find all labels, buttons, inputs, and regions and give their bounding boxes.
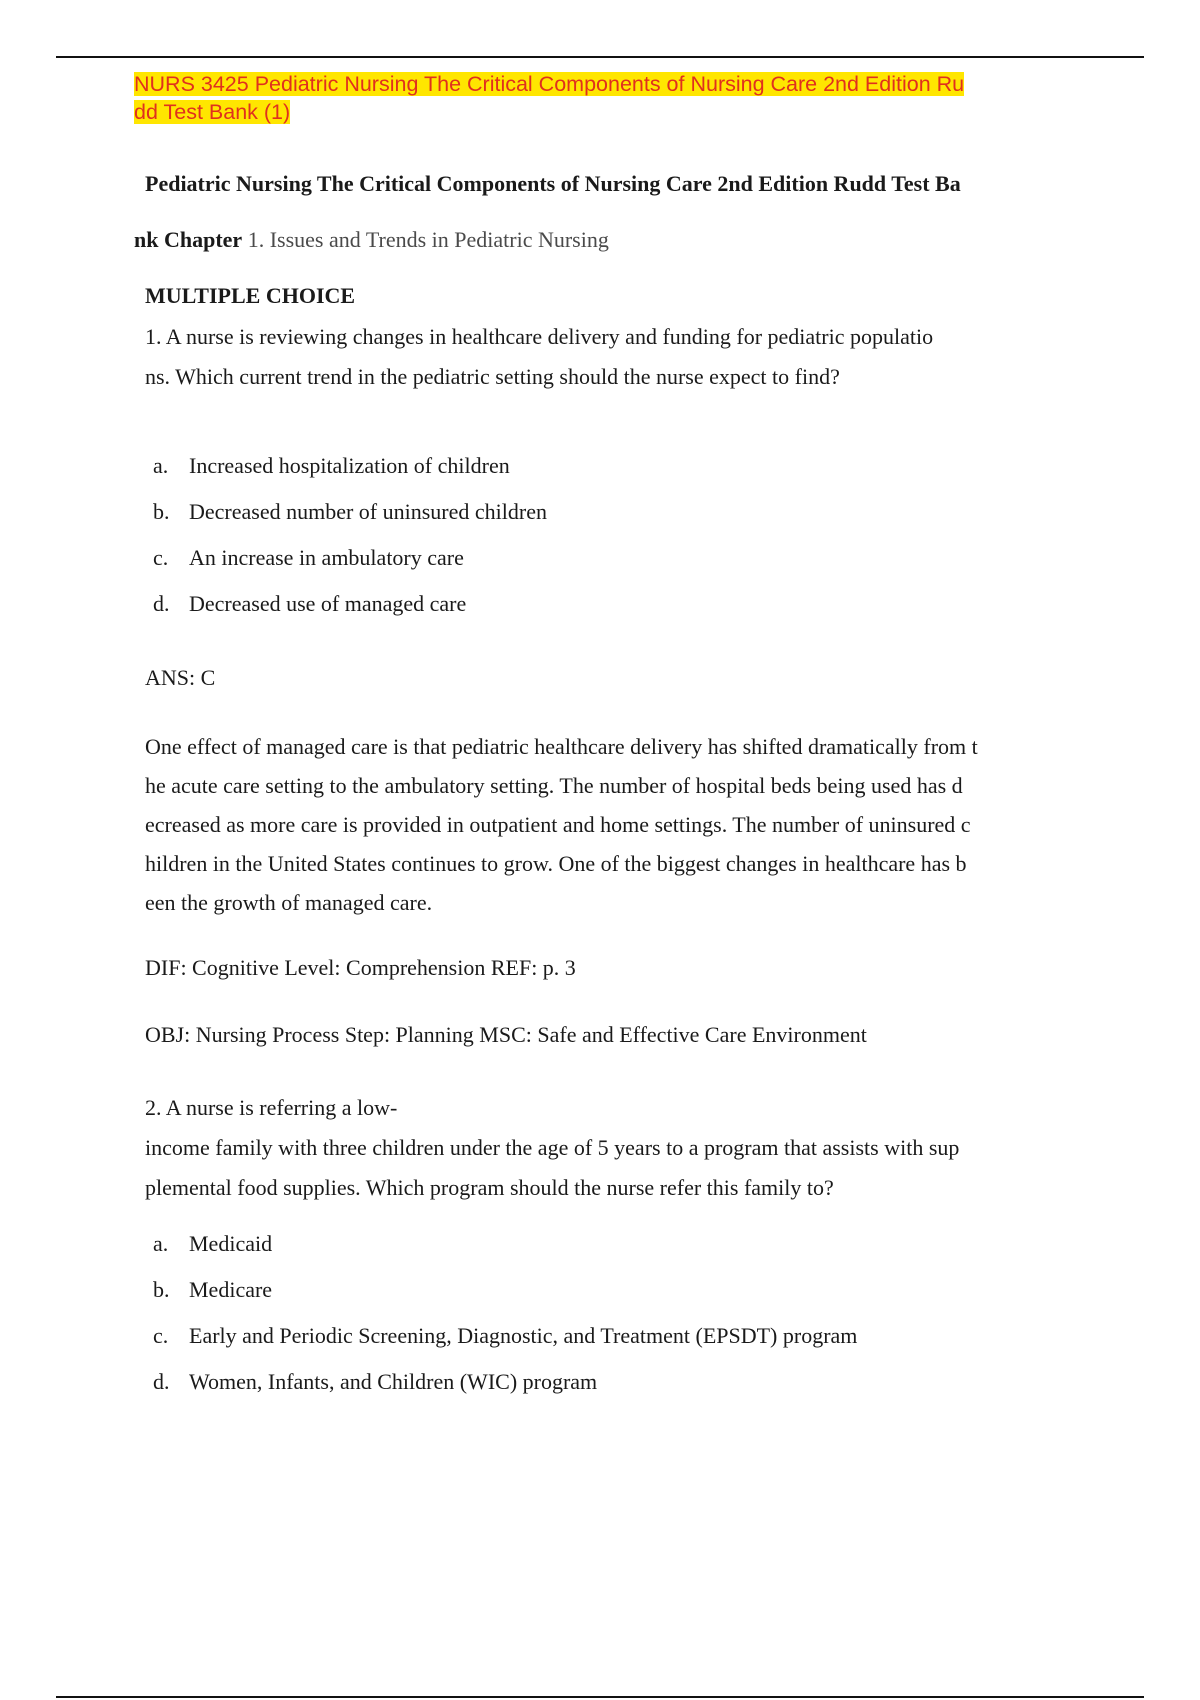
question-1-option-c	[153, 542, 547, 588]
section-label: MULTIPLE CHOICE	[145, 283, 356, 308]
option-letter: a.	[153, 1231, 169, 1256]
question-2-option-c	[153, 1320, 857, 1366]
chapter-label: nk Chapter	[134, 227, 243, 252]
option-text: Medicaid	[189, 1231, 273, 1256]
option-text: Decreased use of managed care	[189, 591, 467, 616]
book-title	[134, 156, 1105, 268]
rationale-line-1: One effect of managed care is that pediatric healthcare delivery has shifted dramatically from t	[145, 734, 978, 759]
option-text: Decreased number of uninsured children	[189, 499, 547, 524]
option-letter: a.	[153, 453, 169, 478]
option-text: Women, Infants, and Children (WIC) program	[189, 1369, 598, 1394]
question-1-rationale	[145, 727, 1090, 922]
question-1-option-b	[153, 496, 547, 542]
question-1-stem	[145, 317, 1090, 397]
question-1-stem-line-1: 1. A nurse is reviewing changes in healthcare delivery and funding for pediatric populatio	[145, 324, 934, 349]
option-text: Early and Periodic Screening, Diagnostic, and Treatment (EPSDT) program	[189, 1323, 858, 1348]
bottom-rule	[56, 1696, 1144, 1698]
option-letter: d.	[153, 591, 170, 616]
option-letter: c.	[153, 1323, 169, 1348]
question-2-stem-line-1: 2. A nurse is referring a low-	[145, 1095, 398, 1120]
question-2-stem-line-3: plemental food supplies. Which program should the nurse refer this family to?	[145, 1175, 834, 1200]
option-letter: b.	[153, 1277, 170, 1302]
question-2-option-b	[153, 1274, 857, 1320]
question-1-stem-line-2: ns. Which current trend in the pediatric setting should the nurse expect to find?	[145, 364, 840, 389]
option-letter: c.	[153, 545, 169, 570]
question-1-options	[153, 450, 547, 634]
question-2-stem	[145, 1088, 1090, 1208]
option-letter: b.	[153, 499, 170, 524]
rationale-line-3: ecreased as more care is provided in outpatient and home settings. The number of uninsured c	[145, 812, 971, 837]
question-1-difficulty: DIF: Cognitive Level: Comprehension REF: p. 3	[145, 955, 576, 980]
option-text: Increased hospitalization of children	[189, 453, 510, 478]
rationale-line-4: hildren in the United States continues to grow. One of the biggest changes in healthcare has b	[145, 851, 967, 876]
question-1-objective: OBJ: Nursing Process Step: Planning MSC: Safe and Effective Care Environment	[145, 1022, 867, 1047]
question-2-option-d	[153, 1366, 857, 1412]
rationale-line-2: he acute care setting to the ambulatory setting. The number of hospital beds being used has d	[145, 773, 963, 798]
rationale-line-5: een the growth of managed care.	[145, 890, 433, 915]
question-1-option-a	[153, 450, 547, 496]
question-2-options	[153, 1228, 857, 1412]
question-2-option-a	[153, 1228, 857, 1274]
question-1-answer: ANS: C	[145, 665, 216, 690]
document-heading	[134, 70, 1094, 126]
book-title-line-1: Pediatric Nursing The Critical Components of Nursing Care 2nd Edition Rudd Test Ba	[145, 171, 961, 196]
question-1-option-d	[153, 588, 547, 634]
option-letter: d.	[153, 1369, 170, 1394]
heading-line-2: dd Test Bank (1)	[134, 100, 291, 124]
option-text: An increase in ambulatory care	[189, 545, 464, 570]
chapter-title: 1. Issues and Trends in Pediatric Nursing	[242, 227, 609, 252]
book-title-line-2	[134, 212, 1105, 268]
option-text: Medicare	[189, 1277, 273, 1302]
question-2-stem-line-2: income family with three children under the age of 5 years to a program that assists with sup	[145, 1135, 960, 1160]
heading-line-1: NURS 3425 Pediatric Nursing The Critical Components of Nursing Care 2nd Edition Ru	[134, 72, 965, 96]
top-rule	[56, 56, 1144, 58]
